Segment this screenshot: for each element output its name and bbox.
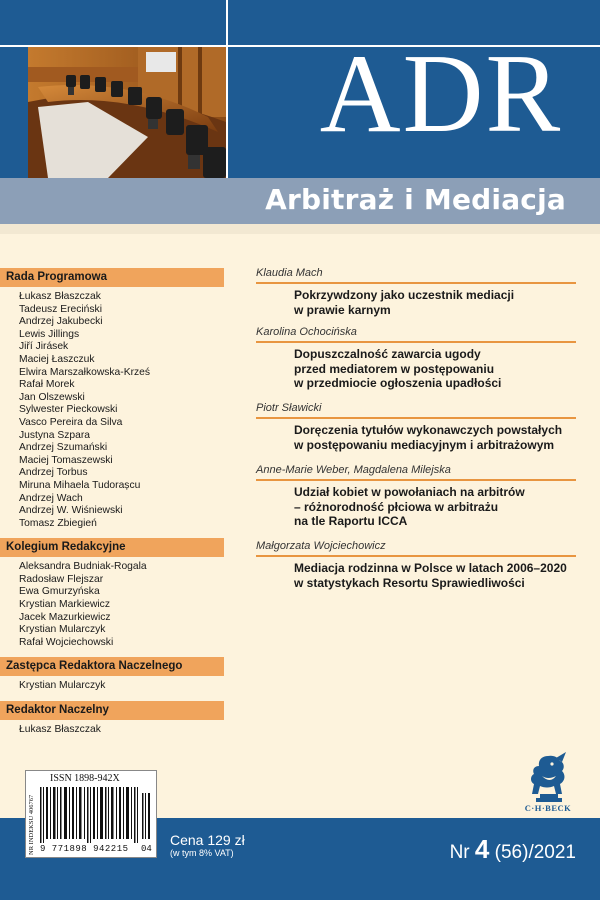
title-line: Udział kobiet w powołaniach na arbitrów: [294, 485, 525, 499]
issue-main-number: 4: [474, 834, 490, 864]
title-line: Pokrzywdzony jako uczestnik mediacji: [294, 288, 515, 302]
article-author: Piotr Sławicki: [256, 402, 322, 414]
board-member: Sylwester Pieckowski: [19, 404, 118, 416]
title-line: – różnorodność płciowa w arbitrażu: [294, 499, 499, 514]
author-rule: [256, 417, 576, 419]
board-member: Tomasz Zbiegień: [19, 517, 97, 529]
article-title: [256, 555, 576, 590]
barcode-addon-number: 04: [141, 844, 152, 854]
article-title: [256, 341, 576, 391]
board-member: Aleksandra Budniak-Rogala: [19, 561, 147, 573]
title-line: Mediacja rodzinna w Polsce w latach 2006–2020: [294, 561, 567, 575]
title-line: przed mediatorem w postępowaniu: [294, 361, 495, 376]
article-author: Anne-Marie Weber, Magdalena Milejska: [256, 464, 451, 476]
board-member: Łukasz Błaszczak: [19, 724, 101, 736]
barcode-number: 9 771898 942215: [40, 844, 129, 854]
board-member: Radosław Flejszar: [19, 573, 104, 585]
board-member: Jacek Mazurkiewicz: [19, 611, 111, 623]
publisher-logo-text: C·H·BECK: [524, 803, 572, 813]
section-heading: Redaktor Naczelny: [0, 701, 224, 720]
title-line: w przedmiocie ogłoszenia upadłości: [294, 376, 502, 390]
board-member: Lewis Jillings: [19, 328, 80, 340]
journal-subtitle: Arbitraż i Mediacja: [265, 183, 566, 216]
section-heading: Rada Programowa: [0, 268, 224, 287]
board-member: Rafał Morek: [19, 379, 75, 391]
board-member: Andrzej Wach: [19, 492, 83, 504]
issue-number: [450, 834, 576, 865]
article-author: Małgorzata Wojciechowicz: [256, 540, 386, 552]
author-rule: [256, 282, 576, 284]
article-entry: [256, 325, 576, 401]
board-member: Maciej Tomaszewski: [19, 454, 113, 466]
article-entry: [256, 401, 576, 463]
price: Cena 129 zł: [170, 832, 245, 848]
board-member: Rafał Wojciechowski: [19, 636, 114, 648]
barcode-bars: [40, 787, 152, 843]
board-member: Elwira Marszałkowska-Krześ: [19, 366, 151, 378]
board-member: Łukasz Błaszczak: [19, 291, 101, 302]
issue-prefix: Nr: [449, 842, 470, 863]
article-entry: [256, 539, 576, 599]
author-rule: [256, 341, 576, 343]
section-heading: Kolegium Redakcyjne: [0, 538, 224, 557]
article-entry: [256, 266, 576, 325]
barcode-label: [25, 770, 157, 858]
board-member: Miruna Mihaela Tudorașcu: [19, 479, 141, 491]
article-title: [256, 479, 576, 529]
article-entry: [256, 463, 576, 539]
name-list: [0, 561, 224, 649]
board-section-deputy-editor: [0, 657, 224, 693]
board-member: Krystian Mularczyk: [19, 624, 106, 636]
board-member: Jan Olszewski: [19, 391, 85, 403]
board-member: Tadeusz Ereciński: [19, 303, 102, 315]
board-member: Ewa Gmurzyńska: [19, 586, 100, 598]
table-of-contents: [256, 266, 576, 599]
title-line: w statystykach Resortu Sprawiedliwości: [294, 575, 525, 590]
conference-room-photo: [28, 47, 226, 178]
header-divider-vertical: [226, 0, 228, 178]
author-rule: [256, 479, 576, 481]
title-line: Doręczenia tytułów wykonawczych powstałych: [294, 423, 563, 437]
board-member: Andrzej Jakubecki: [19, 316, 103, 328]
board-member: Andrzej Szumański: [19, 442, 108, 454]
title-line: na tle Raportu ICCA: [294, 514, 408, 528]
article-author: Klaudia Mach: [256, 267, 323, 279]
article-title: [256, 417, 576, 452]
index-number: NR INDEKSU 406767: [28, 794, 35, 855]
board-member: Krystian Mularczyk: [19, 680, 106, 692]
board-section-program: [0, 268, 224, 530]
title-line: Dopuszczalność zawarcia ugody: [294, 347, 481, 361]
board-member: Andrzej W. Wiśniewski: [19, 505, 123, 517]
band-shadow: [0, 224, 600, 234]
article-author: Karolina Ochocińska: [256, 326, 357, 338]
board-section-editorial: [0, 538, 224, 649]
issn-text: ISSN 1898-942X: [50, 773, 120, 784]
name-list: [0, 724, 224, 737]
board-member: Krystian Markiewicz: [19, 599, 110, 611]
title-line: w prawie karnym: [294, 302, 391, 317]
editorial-board: [0, 268, 224, 745]
article-title: [256, 282, 576, 317]
vat-note: (w tym 8% VAT): [170, 848, 234, 858]
journal-logo: ADR: [319, 32, 563, 156]
title-line: w postępowaniu mediacyjnym i arbitrażowym: [294, 437, 555, 452]
issue-suffix: (56)/2021: [494, 842, 576, 863]
board-member: Andrzej Torbus: [19, 467, 88, 479]
board-member: Jiří Jirásek: [19, 341, 69, 353]
board-section-editor-in-chief: [0, 701, 224, 737]
name-list: [0, 680, 224, 693]
name-list: [0, 291, 224, 530]
board-member: Vasco Pereira da Silva: [19, 416, 123, 428]
board-member: Justyna Szpara: [19, 429, 90, 441]
section-heading: Zastępca Redaktora Naczelnego: [0, 657, 224, 676]
author-rule: [256, 555, 576, 557]
board-member: Maciej Łaszczuk: [19, 353, 95, 365]
